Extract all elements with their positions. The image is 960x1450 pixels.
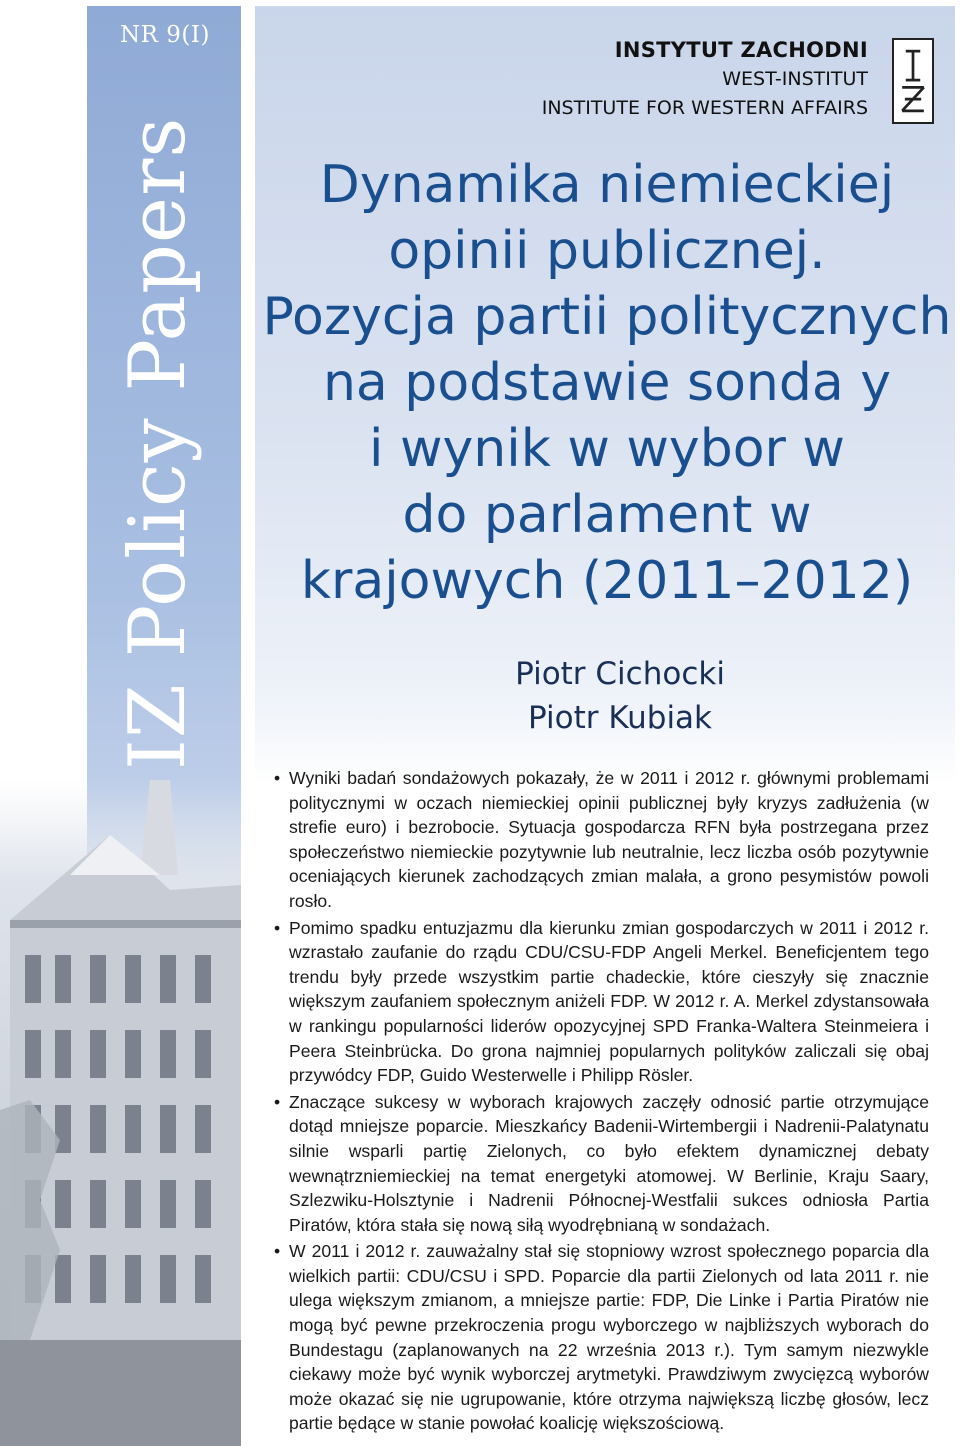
summary-item: • W 2011 i 2012 r. zauważalny stał się stopniowy wzrost społecznego poparcia dla wielkich partii: CDU/CSU i SPD. Poparcie dla partii Zielonych od lata 2011 r. nie ulega większym zmianom, a mniejsze partie: FDP, Die Linke i Partia Piratów nie mogą być pewne przekroczenia progu wyborczego w najbliższych wyborach do Bundestagu (zaplanowanych na 22 września 2013 r.). Tym samym niezwykle ciekawy może być wynik wyborczej arytmetyki. Prawdziwym zwycięzcą wyborów może okazać się nie ugrupowanie, które otrzyma największą liczbę głosów, lecz partie będące w stanie powołać koalicję większościową. bbox=[273, 1239, 929, 1436]
title-line: opinii publicznej. bbox=[388, 221, 826, 281]
summary-item: • Pomimo spadku entuzjazmu dla kierunku zmian gospodarczych w 2011 i 2012 r. wzrastało zaufanie do rządu CDU/CSU-FDP Angeli Merkel. Beneficjentem tego trendu były przede wszystkim partie chadeckie, które cieszyły się znacznie większym zaufaniem społecznym aniżeli FDP. W 2012 r. A. Merkel zdystansowała w rankingu popularności liderów opozycyjnej SPD Franka-Waltera Steinmeiera i Peera Steinbrücka. Do grona najmniej popularnych polityków zaliczali się obaj przywódcy FDP, Guido Westerwelle i Philipp Rösler. bbox=[273, 916, 929, 1088]
series-title: IZ Policy Papers bbox=[113, 116, 203, 770]
author-name: Piotr Kubiak bbox=[527, 700, 713, 736]
title-line: krajowych (2011–2012) bbox=[300, 551, 914, 611]
title-line: i wynik w wybor w bbox=[369, 419, 845, 479]
title-line: do parlament w bbox=[402, 485, 812, 545]
institute-name-en: INSTITUTE FOR WESTERN AFFAIRS bbox=[541, 97, 868, 119]
summary-item: • Wyniki badań sondażowych pokazały, że w 2011 i 2012 r. głównymi problemami politycznymi w oczach niemieckiej opinii publicznej były kryzys zadłużenia (w strefie euro) i bezrobocie. Sytuacja gospodarcza RFN była postrzegana przez społeczeństwo niemieckie pozytywnie lub neutralnie, lecz liczba osób pozytywnie oceniających kierunek zachodzących zmian malała, a grono pesymistów powoli rosło. bbox=[273, 766, 929, 914]
title-line: na podstawie sonda y bbox=[322, 353, 892, 413]
summary-list bbox=[273, 766, 929, 1438]
issue-number: NR 9(I) bbox=[120, 22, 210, 48]
authors bbox=[490, 652, 750, 740]
institute-name-pl: INSTYTUT ZACHODNI bbox=[614, 38, 868, 62]
author-name: Piotr Cichocki bbox=[515, 656, 725, 692]
building-photo bbox=[0, 780, 241, 1446]
institute-name-de: WEST-INSTITUT bbox=[722, 68, 868, 90]
summary-item: • Znaczące sukcesy w wyborach krajowych zaczęły odnosić partie otrzymujące dotąd mniejsze poparcie. Mieszkańcy Badenii-Wirtembergii i Nadrenii-Palatynatu silnie wsparli partię Zielonych, co było efektem dynamicznej debaty wewnątrzniemieckiej na temat energetyki atomowej. W Berlinie, Kraju Saary, Szlezwiku-Holsztynie i Nadrenii Północnej-Westfalii sukces odniosła Partia Piratów, która stała się nową siłą wyodrębnianą w sondażach. bbox=[273, 1090, 929, 1238]
document-title bbox=[260, 152, 954, 614]
title-line: Pozycja partii politycznych bbox=[262, 287, 952, 347]
institute-logo bbox=[892, 38, 934, 124]
title-line: Dynamika niemieckiej bbox=[319, 155, 895, 215]
